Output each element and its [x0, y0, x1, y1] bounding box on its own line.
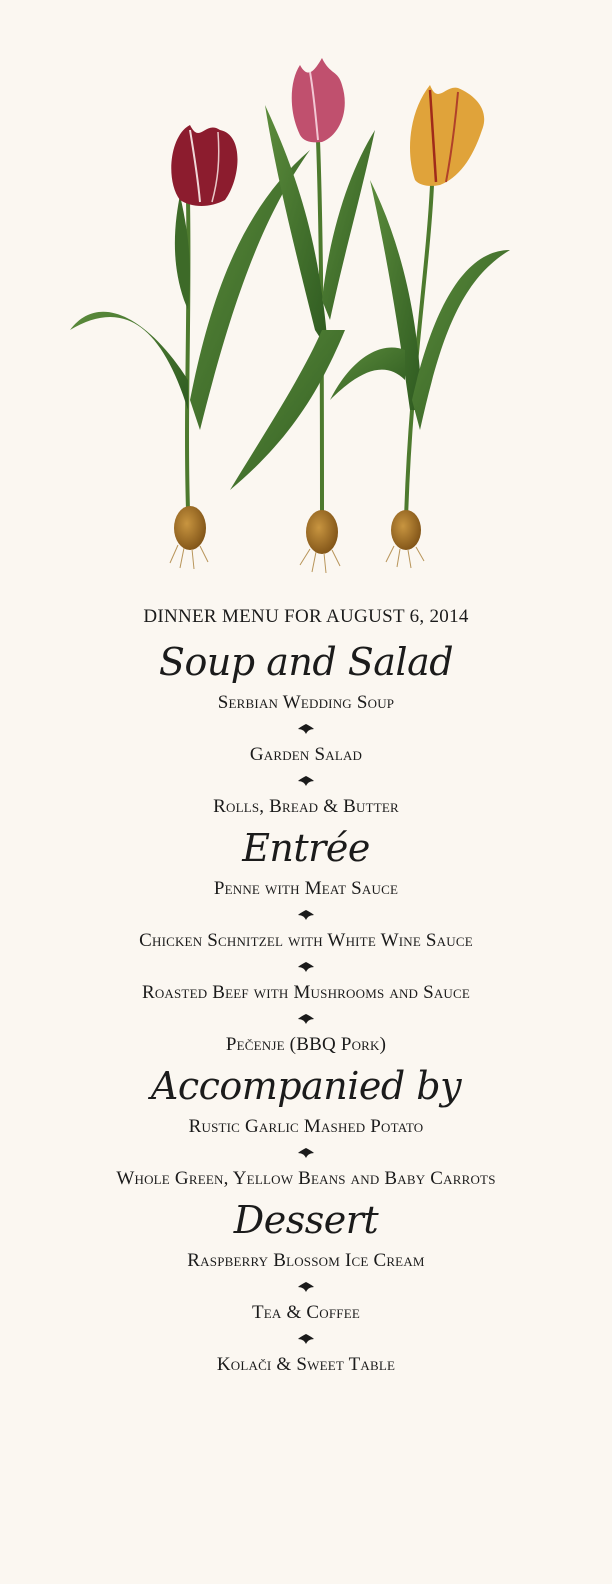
fleuron-divider-icon: [296, 1006, 316, 1032]
menu-item: Raspberry Blossom Ice Cream: [187, 1250, 425, 1271]
menu-section: [0, 1192, 612, 1378]
menu-item: Kolači & Sweet Table: [216, 1354, 396, 1375]
tulip-illustration: [60, 50, 520, 590]
menu-sections: [0, 634, 612, 1378]
tulip-right: [330, 85, 510, 568]
fleuron-divider-icon: [296, 1274, 316, 1300]
menu-section: [0, 634, 612, 820]
fleuron-divider-icon: [296, 954, 316, 980]
menu-item: Serbian Wedding Soup: [217, 692, 395, 713]
menu-section: [0, 1058, 612, 1192]
menu-item: Tea & Coffee: [251, 1302, 361, 1323]
menu-item: Penne with Meat Sauce: [213, 878, 399, 899]
tulip-left: [70, 125, 310, 569]
section-heading: Soup and Salad: [158, 640, 454, 684]
section-heading: Entrée: [242, 826, 370, 870]
tulip-middle: [230, 58, 375, 573]
menu-title: DINNER MENU FOR AUGUST 6, 2014: [143, 606, 469, 627]
section-heading: Dessert: [233, 1198, 379, 1242]
fleuron-divider-icon: [296, 716, 316, 742]
menu-item: Rustic Garlic Mashed Potato: [188, 1116, 424, 1137]
menu-item: Whole Green, Yellow Beans and Baby Carrots: [116, 1168, 496, 1189]
menu-item: Chicken Schnitzel with White Wine Sauce: [139, 930, 473, 951]
fleuron-divider-icon: [296, 902, 316, 928]
fleuron-divider-icon: [296, 768, 316, 794]
menu-item: Rolls, Bread & Butter: [213, 796, 399, 817]
section-heading: Accompanied by: [150, 1064, 462, 1108]
menu-section: [0, 820, 612, 1058]
menu: [0, 600, 612, 1378]
menu-item: Garden Salad: [249, 744, 363, 765]
menu-item: Roasted Beef with Mushrooms and Sauce: [141, 982, 471, 1003]
fleuron-divider-icon: [296, 1326, 316, 1352]
fleuron-divider-icon: [296, 1140, 316, 1166]
menu-item: Pečenje (BBQ Pork): [225, 1034, 387, 1055]
